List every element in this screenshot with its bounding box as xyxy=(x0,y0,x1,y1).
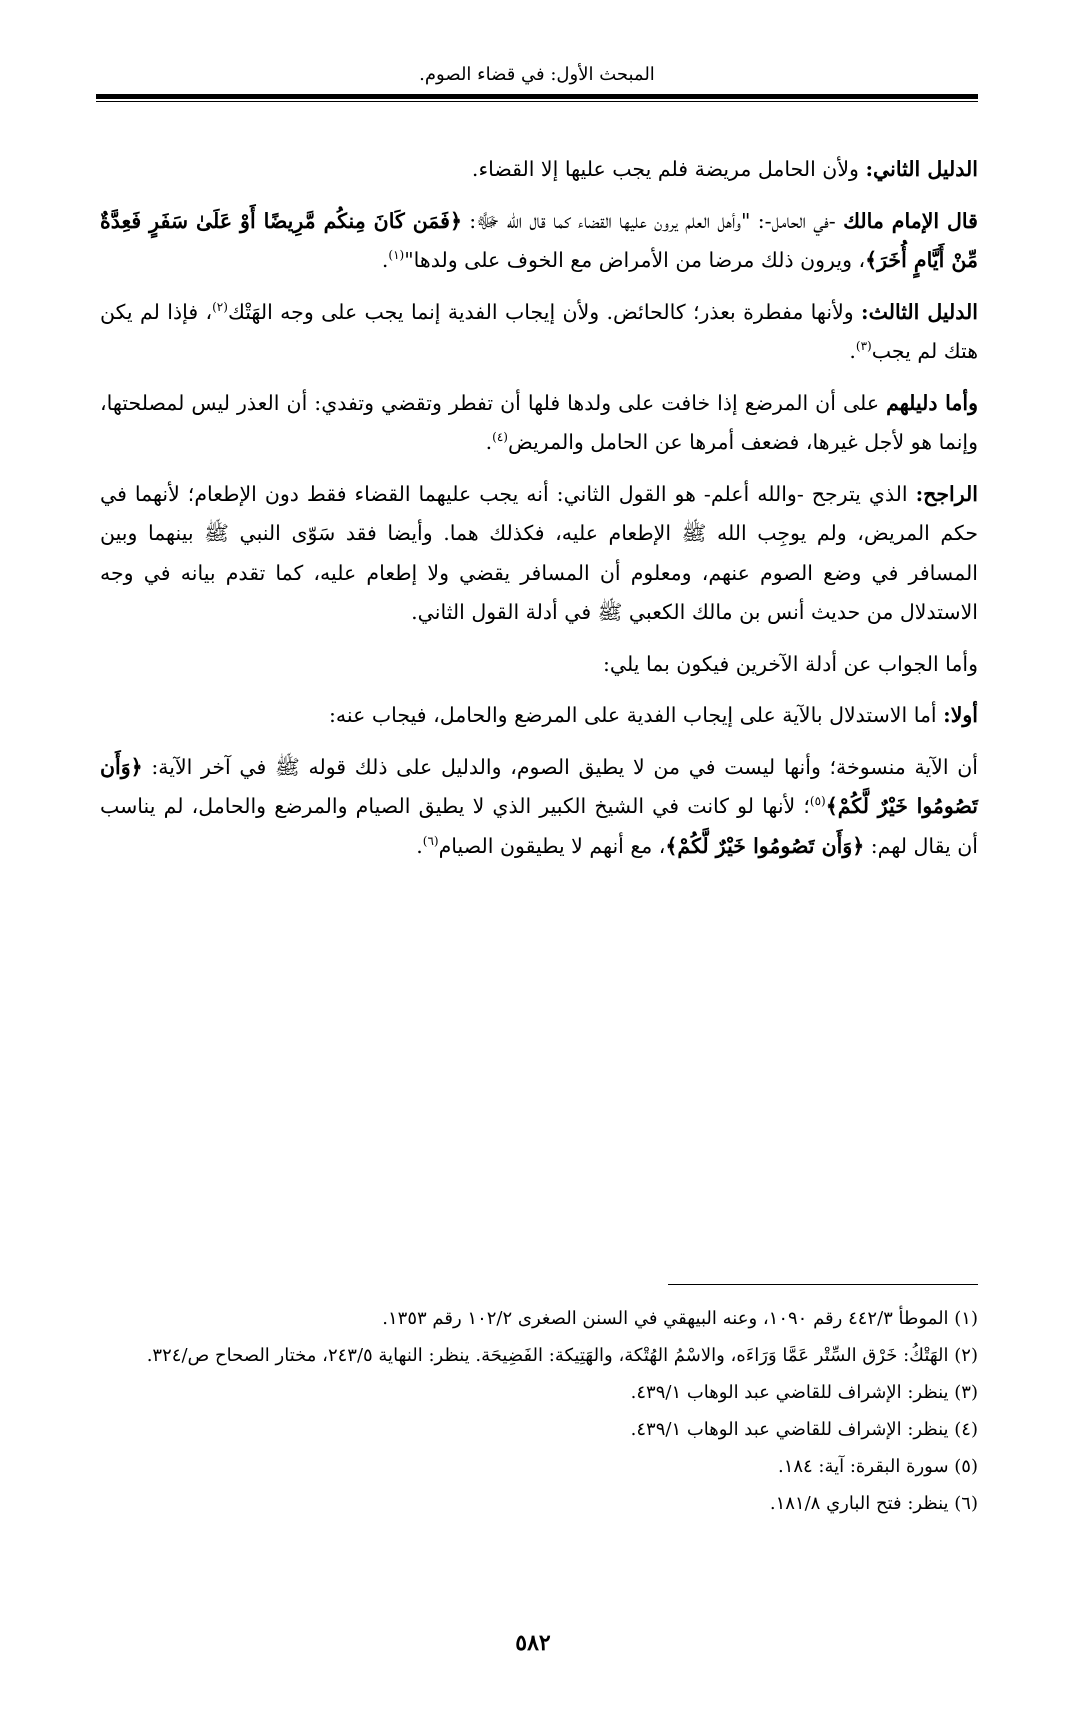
paragraph xyxy=(100,384,978,463)
footnote-ref[interactable]: (٣) xyxy=(855,339,872,354)
paragraph-lead: الدليل الثالث: xyxy=(861,299,978,324)
paragraph-text: على أن المرضع إذا خافت على ولدها فلها أن تفطر وتقضي وتفدي: أن العذر ليس لمصلحتها، وإنما هو لأجل غيرها، فضعف أمرها عن الحامل والمريض xyxy=(100,390,978,454)
footnote: (٤) ينظر: الإشراف للقاضي عبد الوهاب ٤٣٩/١. xyxy=(630,1419,978,1440)
paragraph-lead: قال الإمام مالك xyxy=(843,208,978,233)
paragraph xyxy=(100,475,978,633)
paragraph-text: ؛ لأنها لو كانت في الشيخ الكبير الذي لا يطيق الصيام والمرضع والحامل، لم يناسب أن يقال لهم: xyxy=(100,794,978,858)
paragraph xyxy=(100,645,978,685)
footnote: (٥) سورة البقرة: آية: ١٨٤. xyxy=(777,1456,978,1477)
paragraph xyxy=(100,150,978,190)
footnote-ref[interactable]: (١) xyxy=(388,248,405,263)
paragraph-end: . xyxy=(485,430,493,454)
footnote: (٣) ينظر: الإشراف للقاضي عبد الوهاب ٤٣٩/١. xyxy=(630,1382,978,1403)
footnote-ref[interactable]: (٤) xyxy=(492,430,508,445)
paragraph-lead: الدليل الثاني: xyxy=(865,157,978,181)
footnote: (٢) الهَتْكُ: خَرْق السِّتْر عَمَّا وَرَاءَه، والاسْمُ الهُتْكة، والهَتِيكة: الفَضِيحَة. ينظر: النهاية ٢٤٣/٥، مختار الصحاح ص/٣٢٤. xyxy=(146,1345,978,1366)
paragraph-text: وأما الجواب عن أدلة الآخرين فيكون بما يلي: xyxy=(602,651,978,676)
paragraph-text: ، ويرون ذلك مرضا من الأمراض مع الخوف على ولدها" xyxy=(404,248,866,272)
quran-verse: ﴿وَأَن تَصُومُوا خَيْرٌ لَّكُمْ﴾ xyxy=(100,754,978,818)
footnote-ref[interactable]: (٥) xyxy=(809,794,826,809)
paragraph-text: أما الاستدلال بالآية على إيجاب الفدية على المرضع والحامل، فيجاب عنه: xyxy=(329,703,944,727)
quran-verse: ﴿فَمَن كَانَ مِنكُم مَّرِيضًا أَوْ عَلَىٰ سَفَرٍ فَعِدَّةٌ مِّنْ أَيَّامٍ أُخَرَ﴾ xyxy=(100,208,978,272)
paragraph-lead: أولا: xyxy=(943,703,978,727)
footnote-separator xyxy=(668,1284,978,1285)
main-text xyxy=(100,150,978,878)
paragraph xyxy=(100,202,978,281)
footnote-ref[interactable]: (٢) xyxy=(212,299,228,314)
paragraph-end: . xyxy=(849,339,856,363)
paragraph-text: ، مع أنهم لا يطيقون الصيام xyxy=(438,833,666,858)
paragraph xyxy=(100,748,978,867)
paragraph-end: . xyxy=(381,248,389,272)
page-number: ٥٨٢ xyxy=(515,1630,551,1656)
footnotes xyxy=(100,1300,978,1522)
paragraph-text: ولأن الحامل مريضة فلم يجب عليها إلا القضاء. xyxy=(471,157,866,181)
paragraph-end: . xyxy=(416,833,423,858)
paragraph-lead: وأما دليلهم xyxy=(886,390,978,415)
quran-verse: ﴿وَأَن تَصُومُوا خَيْرٌ لَّكُمْ﴾ xyxy=(665,833,865,858)
paragraph-text: أن الآية منسوخة؛ وأنها ليست في من لا يطيق الصوم، والدليل على ذلك قوله ﷺ في آخر الآية: xyxy=(142,754,978,779)
paragraph-text: ولأنها مفطرة بعذر؛ كالحائض. ولأن إيجاب الفدية إنما يجب على وجه الهَتْك xyxy=(227,299,862,324)
footnote-ref[interactable]: (٦) xyxy=(422,833,439,848)
paragraph-text: -في الحامل-: "وأهل العلم يرون عليها القضاء كما قال الله ﷻ: xyxy=(461,208,844,233)
paragraph xyxy=(100,696,978,736)
footnote: (١) الموطأ ٤٤٢/٣ رقم ١٠٩٠، وعنه البيهقي في السنن الصغرى ١٠٢/٢ رقم ١٣٥٣. xyxy=(382,1308,978,1329)
paragraph-lead: الراجح: xyxy=(915,481,978,506)
footnote: (٦) ينظر: فتح الباري ١٨١/٨. xyxy=(769,1493,978,1514)
running-header: المبحث الأول: في قضاء الصوم. xyxy=(419,64,655,85)
paragraph-text: ، فإذا لم يكن هتك لم يجب xyxy=(100,299,978,363)
paragraph-text: الذي يترجح -والله أعلم- هو القول الثاني: أنه يجب عليهما القضاء فقط دون الإطعام؛ لأنهما في حكم المريض، ولم يوجِب الله ﷺ الإطعام عليه، فكذلك هما. وأيضا فقد سَوّى النبي ﷺ بينهما وبين المسافر في وضع الصوم عنهم، ومعلوم أن المسافر يقضي ولا إطعام عليه، كما تقدم بيانه في وجه الاستدلال من حديث أنس بن مالك الكعبي ﷺ في أدلة القول الثاني. xyxy=(100,481,978,624)
paragraph xyxy=(100,293,978,372)
header-rule xyxy=(96,94,978,99)
